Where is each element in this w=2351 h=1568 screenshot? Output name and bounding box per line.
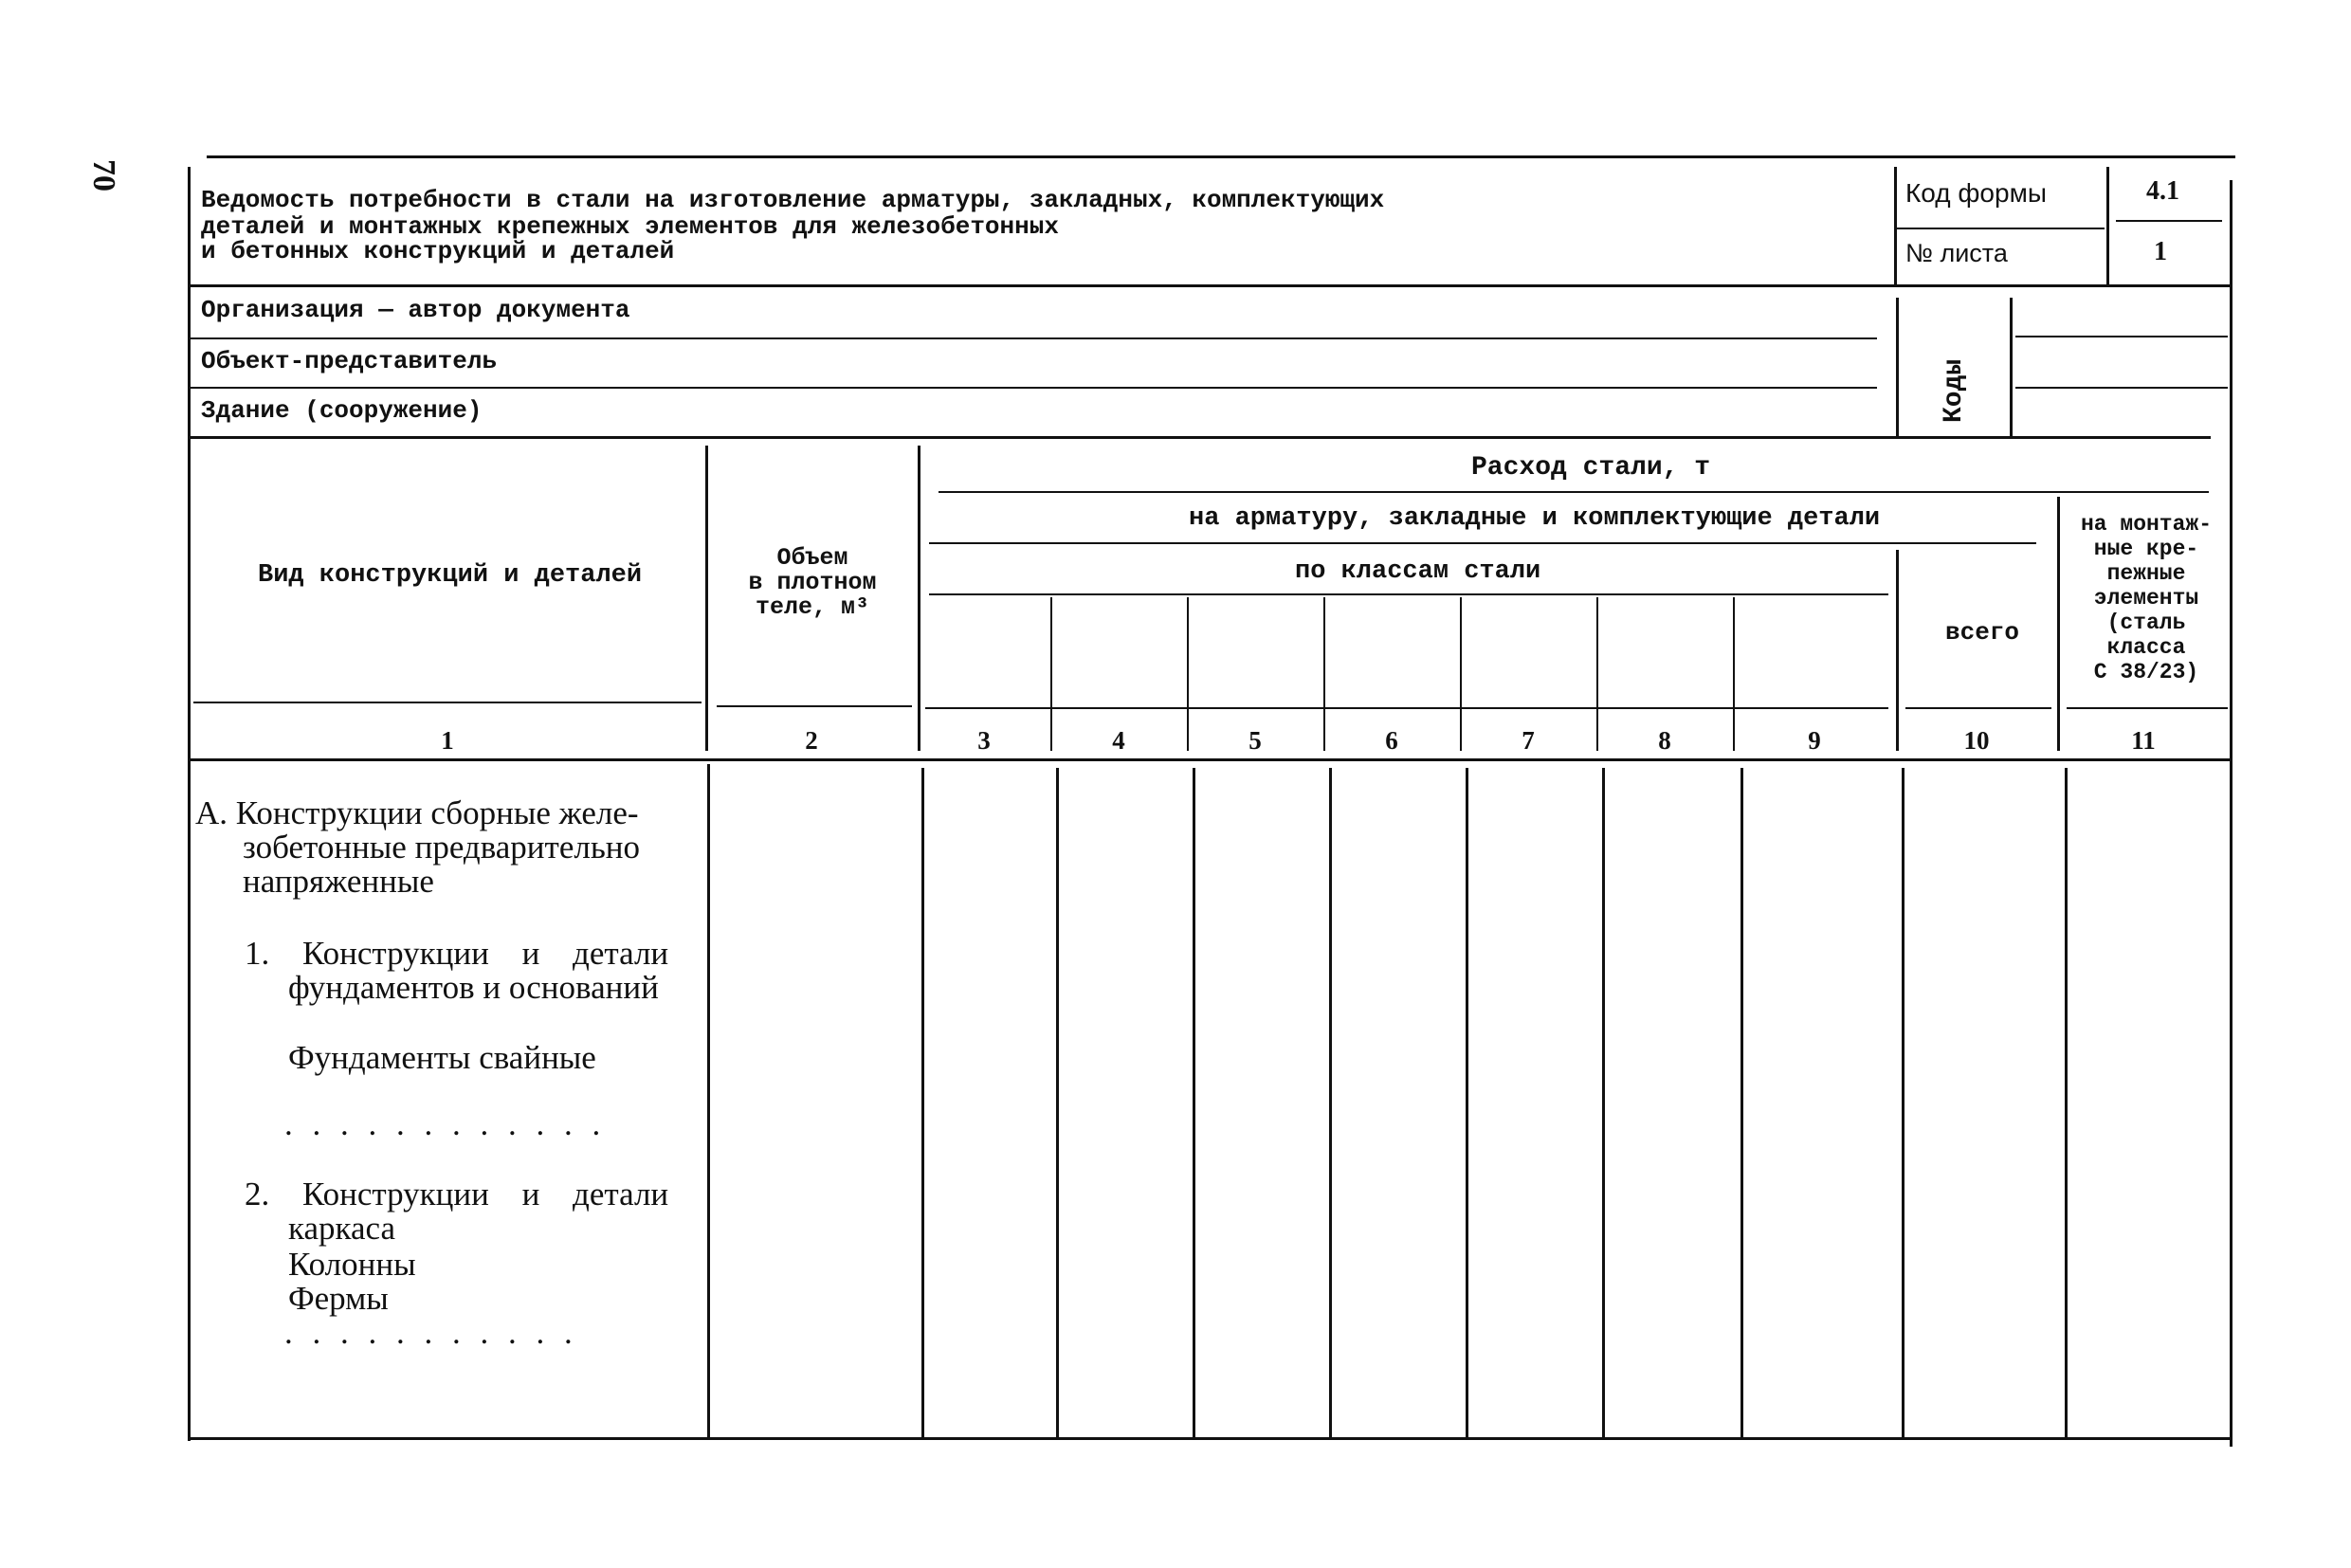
- hdr-v-11: [2057, 497, 2060, 751]
- info-row-organization: Организация — автор документа: [201, 296, 630, 324]
- colnum-7: 7: [1522, 726, 1535, 755]
- top-border: [207, 155, 2235, 158]
- hdr-mounting-l7: С 38/23): [2093, 660, 2199, 684]
- form-code-label: Код формы: [1905, 178, 2047, 208]
- info-bottom-border: [190, 436, 2211, 439]
- item-2-sub1: Колонны: [288, 1246, 416, 1283]
- body-v-3: [921, 768, 924, 1437]
- colnum-6: 6: [1385, 726, 1398, 755]
- hdr-bottom-2: [717, 705, 912, 707]
- body-v-4: [1056, 768, 1059, 1437]
- section-a-line1: А. Конструкции сборные желе-: [195, 794, 639, 831]
- colnum-10: 10: [1963, 726, 1990, 755]
- right-border: [2230, 180, 2233, 1447]
- section-a-line2: зобетонные предварительно: [243, 829, 641, 866]
- body-v-9: [1740, 768, 1743, 1437]
- title-line-2: деталей и монтажных крепежных элементов для железобетонных: [201, 212, 1059, 241]
- item-2-line2: каркаса: [288, 1210, 396, 1247]
- body-v-10: [1902, 768, 1904, 1437]
- form-code-value: 4.1: [2146, 176, 2179, 206]
- hdr-line-steel: [939, 491, 2209, 493]
- colnum-11: 11: [2131, 726, 2156, 755]
- colnum-9: 9: [1808, 726, 1821, 755]
- hdr-v-10: [1896, 550, 1899, 751]
- item-2-sub2: Фермы: [288, 1280, 389, 1317]
- hdr-bottom-5: [2067, 707, 2228, 709]
- hdr-col2: [711, 546, 914, 620]
- info-line-1: [190, 337, 1877, 339]
- hdr-mounting: [2063, 512, 2230, 684]
- hdr-mounting-l2: ные кре-: [2093, 537, 2199, 561]
- body-v-2: [707, 764, 710, 1437]
- hdr-line-class: [929, 593, 1888, 595]
- section-a-line3: напряженные: [243, 863, 434, 900]
- info-line-2: [190, 387, 1877, 389]
- body-v-7: [1466, 768, 1468, 1437]
- form-box-mid-line: [1896, 228, 2105, 229]
- body-v-11: [2065, 768, 2068, 1437]
- hdr-total: всего: [1945, 618, 2020, 647]
- left-border: [188, 167, 191, 1441]
- hdr-col2-line1: Объем: [776, 544, 848, 572]
- sheet-label: № листа: [1905, 239, 2008, 267]
- title-line-3: и бетонных конструкций и деталей: [201, 237, 675, 265]
- hdr-mounting-l3: пежные: [2106, 561, 2186, 586]
- item-1-line1: 1. Конструкции и детали: [245, 935, 669, 972]
- hdr-line-reinf: [929, 542, 2036, 544]
- codes-box-left: [1896, 298, 1899, 436]
- colnum-8: 8: [1658, 726, 1671, 755]
- hdr-bottom-3: [925, 707, 1888, 709]
- item-2: [245, 1177, 707, 1246]
- colnum-2: 2: [805, 726, 818, 755]
- body-v-5: [1193, 768, 1195, 1437]
- form-box-mid-line-2: [2116, 220, 2222, 222]
- info-row-object: Объект-представитель: [201, 347, 498, 375]
- hdr-steel-total: Расход стали, т: [1471, 453, 1711, 483]
- dots-2: . . . . . . . . . . .: [284, 1314, 578, 1351]
- codes-line-1: [2015, 336, 2228, 337]
- form-box-mid: [2106, 167, 2109, 284]
- hdr-col1: Вид конструкций и деталей: [258, 561, 643, 590]
- hdr-mounting-l6: класса: [2106, 635, 2186, 660]
- form-box-left: [1894, 167, 1897, 284]
- hdr-mounting-l5: (сталь: [2106, 611, 2186, 635]
- bottom-border: [190, 1437, 2230, 1440]
- item-2-line1: 2. Конструкции и детали: [245, 1176, 669, 1212]
- colnum-1: 1: [441, 726, 454, 755]
- codes-label: Коды: [1940, 358, 1969, 423]
- hdr-bottom-1: [193, 702, 702, 703]
- hdr-col2-line3: теле, м³: [755, 593, 870, 621]
- codes-box-right: [2010, 298, 2013, 436]
- hdr-col2-line2: в плотном: [748, 569, 877, 596]
- sheet-value: 1: [2154, 237, 2167, 266]
- hdr-v-2: [705, 446, 708, 751]
- hdr-v-3: [918, 446, 920, 751]
- info-row-building: Здание (сооружение): [201, 396, 483, 425]
- title-bottom-border: [190, 284, 2232, 287]
- section-a: [195, 796, 707, 899]
- hdr-mounting-l4: элементы: [2093, 586, 2199, 611]
- hdr-bottom-4: [1905, 707, 2051, 709]
- hdr-reinforcement: на арматуру, закладные и комплектующие детали: [1189, 504, 1881, 533]
- item-1-line2: фундаментов и оснований: [288, 969, 659, 1006]
- title-line-1: Ведомость потребности в стали на изготовление арматуры, закладных, комплектующих: [201, 186, 1385, 214]
- hdr-mounting-l1: на монтаж-: [2080, 512, 2213, 537]
- colnum-4: 4: [1112, 726, 1125, 755]
- body-v-6: [1329, 768, 1332, 1437]
- item-1: [245, 937, 707, 1005]
- codes-line-2: [2015, 387, 2228, 389]
- page-number: 70: [86, 159, 121, 191]
- colnum-3: 3: [977, 726, 991, 755]
- body-v-8: [1602, 768, 1605, 1437]
- colnum-bottom-border: [190, 758, 2230, 761]
- colnum-5: 5: [1248, 726, 1262, 755]
- item-1-sub: Фундаменты свайные: [288, 1039, 596, 1076]
- dots-1: . . . . . . . . . . . .: [284, 1105, 607, 1142]
- hdr-by-class: по классам стали: [1295, 557, 1541, 586]
